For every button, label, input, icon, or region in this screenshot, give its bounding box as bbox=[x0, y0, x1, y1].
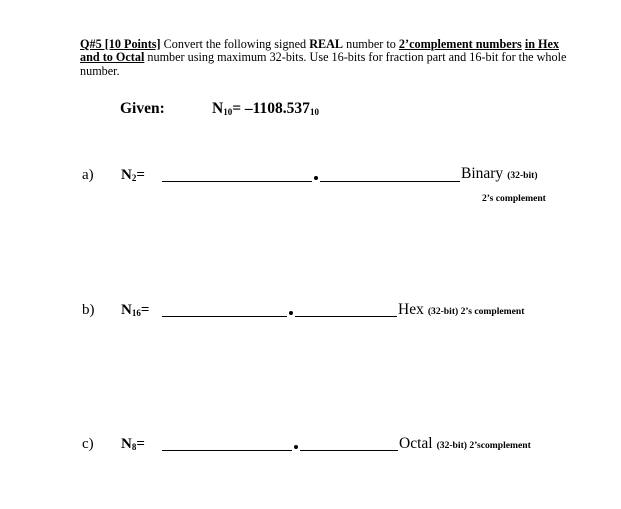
question-label: Q#5 [10 Points] bbox=[80, 37, 161, 51]
answer-c-fraction-line[interactable] bbox=[300, 450, 398, 451]
item-b-letter: b) bbox=[82, 302, 95, 318]
question-text bbox=[80, 38, 570, 78]
item-c-variable: $N_8=$ bbox=[121, 436, 145, 452]
item-b-variable: $N_{16}=$ bbox=[121, 302, 150, 318]
item-a-unit: Binary (32-bit) bbox=[461, 165, 538, 182]
answer-a-fraction-line[interactable] bbox=[320, 181, 460, 182]
answer-b-fraction-line[interactable] bbox=[295, 316, 397, 317]
answer-c-integer-line[interactable] bbox=[162, 450, 292, 451]
item-a-letter: a) bbox=[82, 167, 94, 183]
item-b-unit: Hex (32-bit) 2’s complement bbox=[398, 301, 525, 318]
item-c-letter: c) bbox=[82, 436, 94, 452]
radix-point bbox=[294, 445, 298, 449]
real-keyword: REAL bbox=[309, 37, 344, 51]
answer-a-integer-line[interactable] bbox=[162, 181, 312, 182]
given-label: Given: bbox=[120, 100, 165, 117]
given-value: $N_{10}= -1108.537_{10}$ bbox=[212, 100, 319, 117]
radix-point bbox=[289, 311, 293, 315]
question-text-part: number to bbox=[343, 37, 399, 51]
radix-point bbox=[314, 176, 318, 180]
question-text-part: number using maximum 32-bits. Use 16-bits for fraction part and 16-bit for the whole number. bbox=[80, 50, 567, 78]
item-a-variable: $N_2=$ bbox=[121, 167, 145, 183]
item-c-unit: Octal (32-bit) 2’scomplement bbox=[399, 435, 531, 452]
question-text-part: Convert the following signed bbox=[160, 37, 310, 51]
answer-b-integer-line[interactable] bbox=[162, 316, 287, 317]
item-a-unit-note: 2’s complement bbox=[482, 193, 546, 204]
twos-complement-keyword: 2’complement numbers bbox=[398, 37, 522, 51]
hex-octal-keyword: in Hex and to Octal bbox=[80, 37, 560, 65]
